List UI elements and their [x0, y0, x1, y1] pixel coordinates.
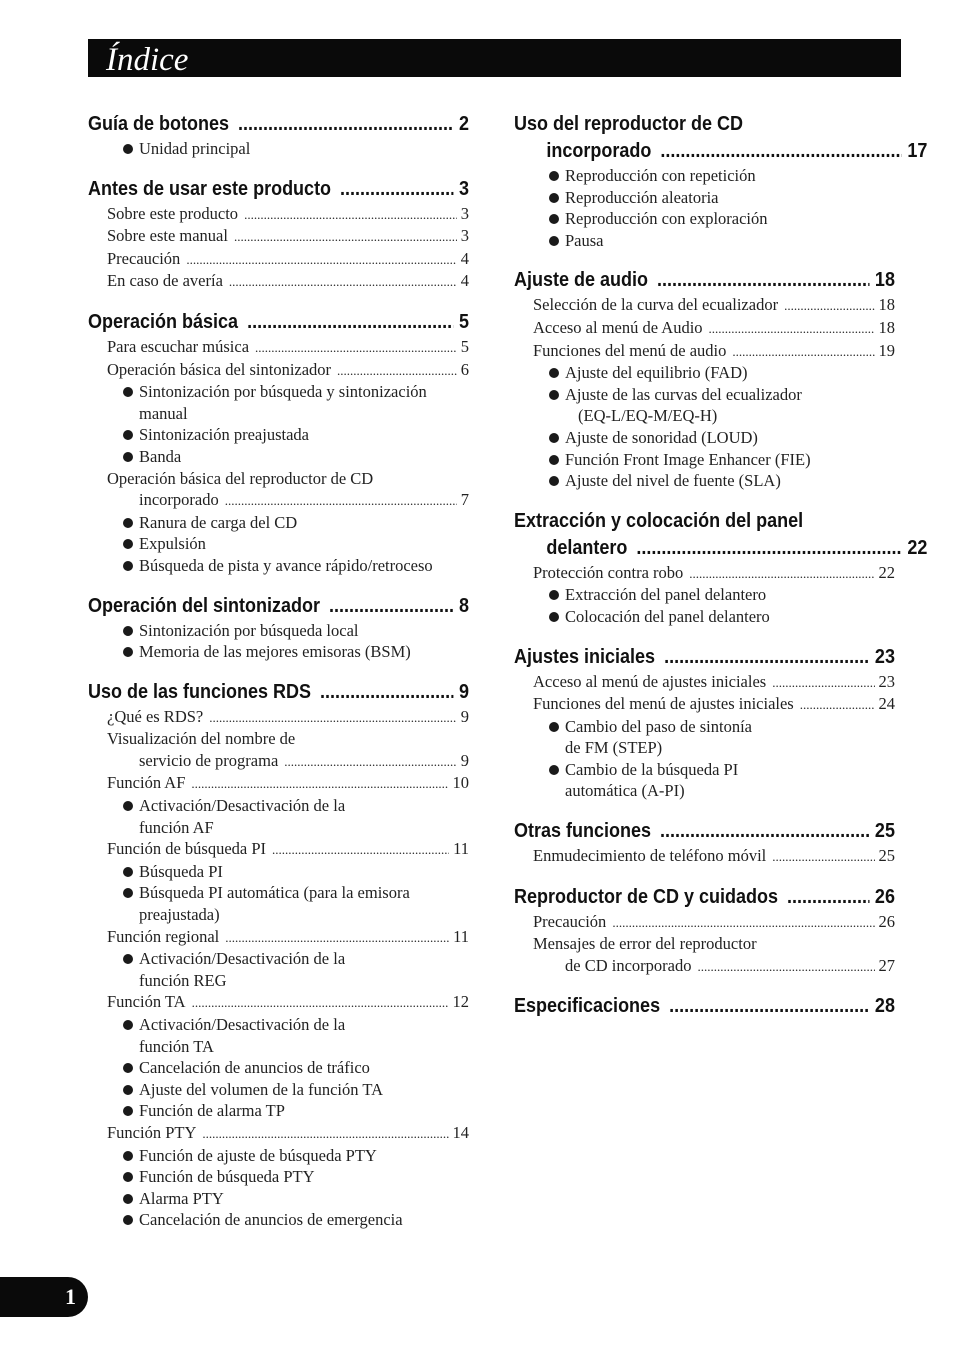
bullet-icon: [123, 539, 133, 549]
toc-entry[interactable]: Función TA ..... 12: [88, 991, 469, 1014]
bullet-icon: [123, 452, 133, 462]
bullet-icon: [123, 1106, 133, 1116]
toc-heading-continuation[interactable]: delantero ..... 22: [514, 535, 927, 562]
bullet-icon: [123, 1063, 133, 1073]
toc-heading[interactable]: Uso del reproductor de CD: [514, 113, 744, 135]
toc-section: [514, 267, 895, 491]
bullet-icon: [549, 236, 559, 246]
toc-entry[interactable]: Selección de la curva del ecualizador ..... 18: [514, 294, 895, 317]
toc-entry[interactable]: Acceso al menú de Audio ..... 18: [514, 317, 895, 340]
toc-entry[interactable]: Función AF ..... 10: [88, 772, 469, 795]
bullet-icon: [123, 387, 133, 397]
toc-bullet[interactable]: Cambio del paso de sintonía: [514, 716, 895, 738]
toc-bullet[interactable]: Reproducción aleatoria: [514, 187, 895, 209]
page-number-tab: [0, 1277, 88, 1317]
page-title: Índice: [106, 42, 189, 78]
bullet-icon: [549, 193, 559, 203]
toc-entry[interactable]: Función PTY ..... 14: [88, 1122, 469, 1145]
toc-entry[interactable]: Visualización del nombre de: [107, 729, 296, 749]
toc-bullet[interactable]: Expulsión: [88, 533, 469, 555]
bullet-icon: [549, 590, 559, 600]
bullet-icon: [123, 1020, 133, 1030]
toc-bullet[interactable]: Cancelación de anuncios de emergencia: [88, 1209, 469, 1231]
bullet-icon: [549, 390, 559, 400]
toc-bullet[interactable]: Reproducción con exploración: [514, 208, 895, 230]
toc-bullet-continuation: manual: [139, 403, 188, 423]
toc-bullet[interactable]: Ajuste de sonoridad (LOUD): [514, 427, 895, 449]
toc-entry[interactable]: Funciones del menú de audio ..... 19: [514, 340, 895, 363]
toc-entry[interactable]: Precaución ..... 4: [88, 248, 469, 271]
toc-entry[interactable]: Para escuchar música ..... 5: [88, 336, 469, 359]
toc-bullet[interactable]: Búsqueda de pista y avance rápido/retroceso: [88, 555, 469, 577]
toc-section: [88, 309, 469, 577]
toc-entry-continuation[interactable]: incorporado ..... 7: [88, 489, 469, 512]
toc-heading[interactable]: Extracción y colocación del panel: [514, 509, 804, 532]
toc-section: [88, 176, 469, 293]
toc-bullet[interactable]: Función Front Image Enhancer (FIE): [514, 449, 895, 471]
toc-heading[interactable]: Operación del sintonizador ..... 8: [88, 593, 469, 620]
toc-section: [514, 111, 928, 251]
toc-entry[interactable]: En caso de avería ..... 4: [88, 270, 469, 293]
toc-entry[interactable]: Funciones del menú de ajustes iniciales ..... 24: [514, 693, 895, 716]
toc-heading[interactable]: Uso de las funciones RDS ..... 9: [88, 679, 469, 706]
toc-bullet[interactable]: Ajuste del equilibrio (FAD): [514, 362, 895, 384]
toc-section: [88, 593, 469, 663]
bullet-icon: [549, 433, 559, 443]
toc-section: [514, 993, 895, 1020]
bullet-icon: [123, 801, 133, 811]
title-bar: [88, 39, 901, 77]
bullet-icon: [123, 561, 133, 571]
toc-bullet-continuation: función TA: [139, 1036, 214, 1056]
toc-heading[interactable]: Reproductor de CD y cuidados ..... 26: [514, 884, 895, 911]
toc-entry[interactable]: Protección contra robo ..... 22: [514, 562, 895, 585]
bullet-icon: [123, 144, 133, 154]
toc-bullet[interactable]: Sintonización por búsqueda y sintonización: [88, 381, 469, 403]
bullet-icon: [123, 888, 133, 898]
toc-bullet[interactable]: Ajuste de las curvas del ecualizador: [514, 384, 895, 406]
toc-bullet[interactable]: Sintonización preajustada: [88, 424, 469, 446]
bullet-icon: [123, 1085, 133, 1095]
toc-entry[interactable]: Función de búsqueda PI ..... 11: [88, 838, 469, 861]
toc-entry[interactable]: ¿Qué es RDS? ..... 9: [88, 706, 469, 729]
toc-bullet[interactable]: Búsqueda PI automática (para la emisora: [88, 882, 469, 904]
bullet-icon: [549, 171, 559, 181]
bullet-icon: [123, 1215, 133, 1225]
toc-bullet[interactable]: Pausa: [514, 230, 895, 252]
toc-bullet[interactable]: Ranura de carga del CD: [88, 512, 469, 534]
bullet-icon: [123, 1194, 133, 1204]
bullet-icon: [123, 954, 133, 964]
toc-section: [88, 111, 469, 160]
toc-entry[interactable]: Enmudecimiento de teléfono móvil ..... 25: [514, 845, 895, 868]
toc-heading[interactable]: Operación básica ..... 5: [88, 309, 469, 336]
toc-entry[interactable]: Mensajes de error del reproductor: [533, 934, 757, 954]
toc-entry-continuation[interactable]: servicio de programa ..... 9: [88, 750, 469, 773]
toc-bullet[interactable]: Reproducción con repetición: [514, 165, 895, 187]
toc-bullet[interactable]: Sintonización por búsqueda local: [88, 620, 469, 642]
toc-section: [514, 508, 928, 628]
toc-entry[interactable]: Función regional ..... 11: [88, 926, 469, 949]
toc-bullet[interactable]: Unidad principal: [88, 138, 469, 160]
toc-bullet[interactable]: Búsqueda PI: [88, 861, 469, 883]
toc-bullet[interactable]: Función de alarma TP: [88, 1100, 469, 1122]
toc-entry-continuation[interactable]: de CD incorporado ..... 27: [514, 955, 895, 978]
bullet-icon: [123, 647, 133, 657]
bullet-icon: [549, 214, 559, 224]
bullet-icon: [123, 1172, 133, 1182]
bullet-icon: [549, 612, 559, 622]
toc-heading[interactable]: Antes de usar este producto ..... 3: [88, 176, 469, 203]
toc-section: [514, 644, 895, 803]
bullet-icon: [549, 476, 559, 486]
toc-left-column: [88, 111, 469, 1247]
toc-bullet-continuation: de FM (STEP): [565, 738, 663, 758]
toc-bullet-continuation: automática (A-PI): [565, 781, 685, 801]
bullet-icon: [123, 626, 133, 636]
bullet-icon: [123, 1151, 133, 1161]
toc-entry[interactable]: Precaución ..... 26: [514, 911, 895, 934]
toc-bullet[interactable]: Cancelación de anuncios de tráfico: [88, 1057, 469, 1079]
toc-bullet[interactable]: Cambio de la búsqueda PI: [514, 759, 895, 781]
bullet-icon: [123, 518, 133, 528]
toc-bullet[interactable]: Activación/Desactivación de la: [88, 1014, 469, 1036]
toc-bullet[interactable]: Alarma PTY: [88, 1188, 469, 1210]
toc-entry[interactable]: Sobre este producto ..... 3: [88, 203, 469, 226]
bullet-icon: [549, 765, 559, 775]
toc-section: [514, 818, 895, 868]
toc-heading-continuation[interactable]: incorporado ..... 17: [514, 138, 927, 165]
toc-bullet[interactable]: Extracción del panel delantero: [514, 584, 895, 606]
toc-bullet[interactable]: Activación/Desactivación de la: [88, 795, 469, 817]
toc-bullet[interactable]: Ajuste del volumen de la función TA: [88, 1079, 469, 1101]
toc-bullet[interactable]: Ajuste del nivel de fuente (SLA): [514, 470, 895, 492]
toc-bullet[interactable]: Banda: [88, 446, 469, 468]
toc-bullet[interactable]: Función de ajuste de búsqueda PTY: [88, 1145, 469, 1167]
bullet-icon: [549, 722, 559, 732]
toc-bullet[interactable]: Memoria de las mejores emisoras (BSM): [88, 641, 469, 663]
toc-bullet-continuation: preajustada): [139, 905, 220, 925]
bullet-icon: [549, 455, 559, 465]
toc-right-column: [514, 111, 928, 1036]
toc-bullet[interactable]: Activación/Desactivación de la: [88, 948, 469, 970]
toc-section: [88, 679, 469, 1231]
toc-entry[interactable]: Sobre este manual ..... 3: [88, 225, 469, 248]
bullet-icon: [123, 430, 133, 440]
toc-bullet-continuation: (EQ-L/EQ-M/EQ-H): [578, 406, 718, 426]
toc-bullet-continuation: función AF: [139, 817, 214, 837]
toc-bullet-continuation: función REG: [139, 970, 227, 990]
toc-entry[interactable]: Acceso al menú de ajustes iniciales ..... 23: [514, 671, 895, 694]
page-number: 1: [65, 1284, 76, 1309]
toc-heading[interactable]: Otras funciones ..... 25: [514, 818, 895, 845]
toc-heading[interactable]: Ajustes iniciales ..... 23: [514, 644, 895, 671]
bullet-icon: [549, 368, 559, 378]
toc-bullet[interactable]: Colocación del panel delantero: [514, 606, 895, 628]
toc-entry[interactable]: Operación básica del reproductor de CD: [107, 468, 374, 488]
toc-heading[interactable]: Guía de botones ..... 2: [88, 111, 469, 138]
toc-entry[interactable]: Operación básica del sintonizador ..... 6: [88, 359, 469, 382]
toc-section: [514, 884, 895, 978]
toc-heading[interactable]: Ajuste de audio ..... 18: [514, 267, 895, 294]
toc-heading[interactable]: Especificaciones ..... 28: [514, 993, 895, 1020]
toc-bullet[interactable]: Función de búsqueda PTY: [88, 1166, 469, 1188]
bullet-icon: [123, 867, 133, 877]
